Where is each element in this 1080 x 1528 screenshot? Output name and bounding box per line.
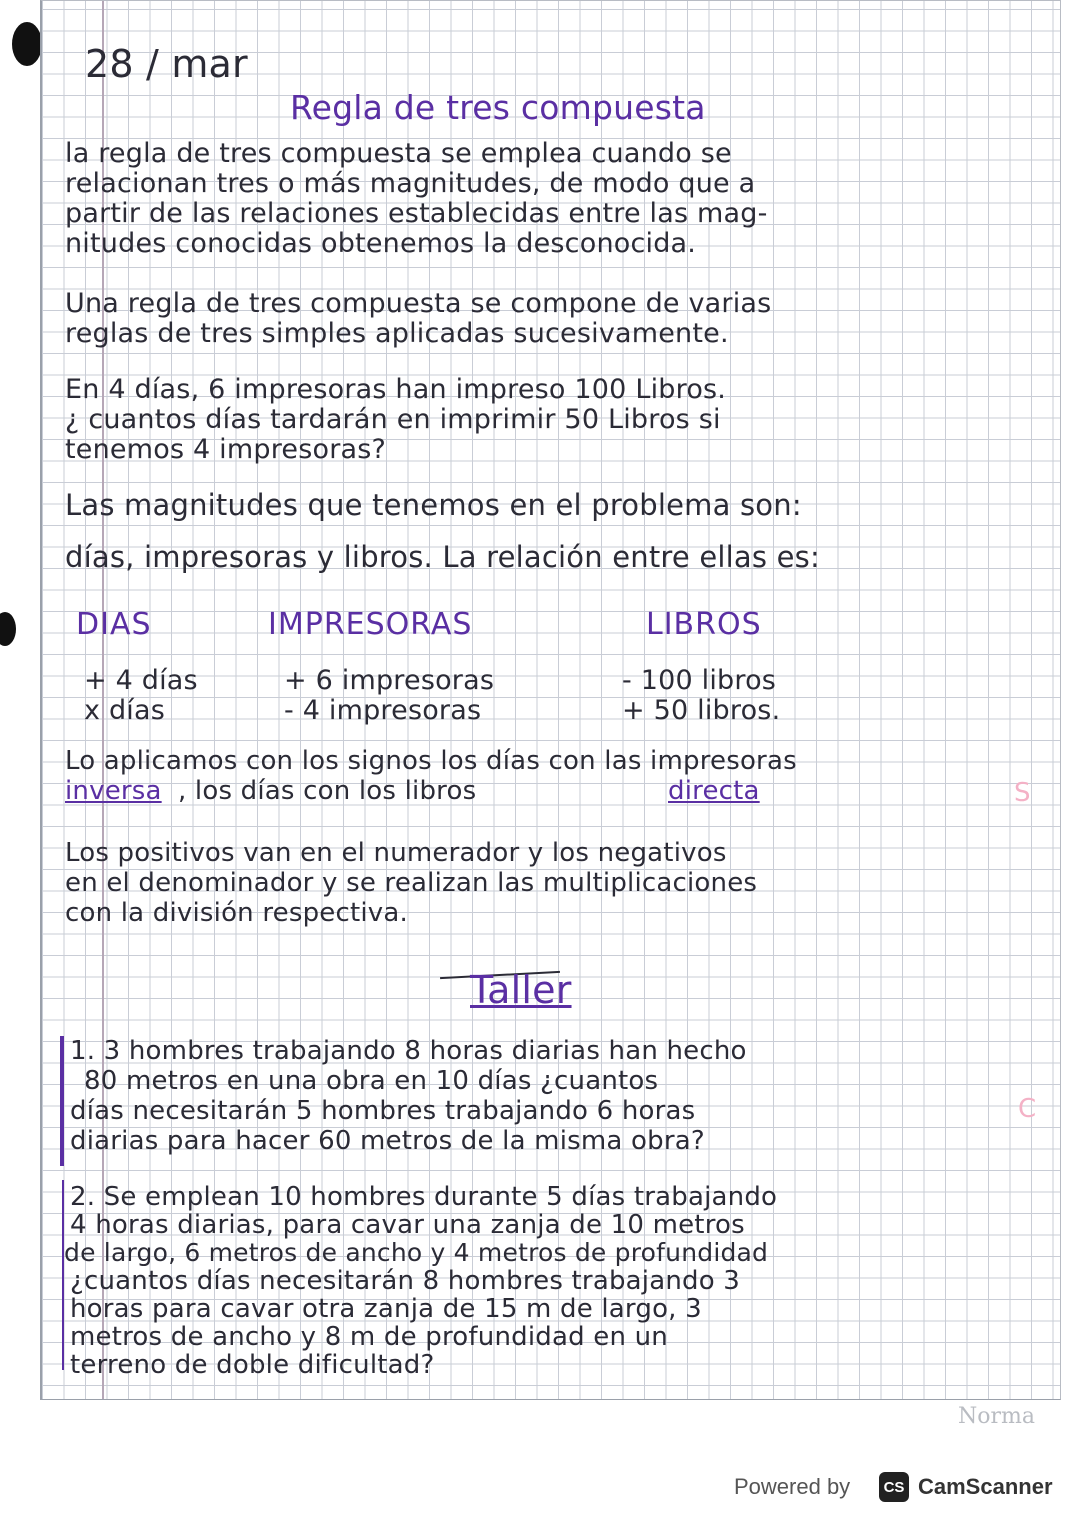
binder-hole-top [12, 22, 42, 66]
problem2-line-6: metros de ancho y 8 m de profundidad en un [70, 1322, 668, 1352]
intro-line-4: nitudes conocidas obtenemos la desconocida. [65, 228, 697, 259]
intro-line-3: partir de las relaciones establecidas entre las mag- [65, 198, 768, 229]
composition-line-2: reglas de tres simples aplicadas sucesivamente. [65, 318, 729, 349]
problem1-line-1: 1. 3 hombres trabajando 8 horas diarias han hecho [70, 1036, 747, 1066]
powered-by-label: Powered by [734, 1474, 851, 1499]
table-cell-r2-libros: + 50 libros. [622, 695, 781, 726]
table-cell-r1-impresoras: + 6 impresoras [284, 665, 495, 696]
example-line-2: ¿ cuantos días tardarán en imprimir 50 Libros si [65, 404, 721, 435]
problem2-line-2: 4 horas diarias, para cavar una zanja de 10 metros [70, 1210, 745, 1240]
camscanner-label: CamScanner [918, 1474, 1053, 1499]
pink-mark-2: C [1018, 1094, 1037, 1124]
camscanner-logo-icon: CS [879, 1472, 909, 1502]
rule-line-1: Los positivos van en el numerador y los negativos [65, 838, 727, 868]
table-cell-r1-libros: - 100 libros [622, 665, 777, 696]
rule-line-2: en el denominador y se realizan las multiplicaciones [65, 868, 758, 898]
problem1-line-4: diarias para hacer 60 metros de la misma obra? [70, 1126, 705, 1156]
problem1-marker [60, 1036, 64, 1166]
signs-inversa: inversa [65, 776, 162, 806]
problem2-line-4: ¿cuantos días necesitarán 8 hombres trabajando 3 [70, 1266, 741, 1296]
rule-line-3: con la división respectiva. [65, 898, 408, 928]
note-date: 28 / mar [85, 42, 248, 86]
problem1-line-2: 80 metros en una obra en 10 días ¿cuantos [84, 1066, 659, 1096]
problem2-line-1: 2. Se emplean 10 hombres durante 5 días trabajando [70, 1182, 778, 1212]
example-line-1: En 4 días, 6 impresoras han impreso 100 Libros. [65, 374, 727, 405]
problem2-line-3: de largo, 6 metros de ancho y 4 metros de profundidad [64, 1238, 769, 1267]
signs-directa: directa [668, 776, 760, 806]
taller-title: Taller [470, 968, 572, 1012]
magnitudes-line-2: días, impresoras y libros. La relación entre ellas es: [65, 540, 820, 574]
pink-mark: S [1014, 778, 1031, 808]
problem2-line-5: horas para cavar otra zanja de 15 m de largo, 3 [70, 1294, 702, 1324]
signs-line-1: Lo aplicamos con los signos los días con las impresoras [65, 746, 797, 776]
table-cell-r1-dias: + 4 días [84, 665, 198, 696]
problem2-line-7: terreno de doble dificultad? [70, 1350, 435, 1380]
composition-line-1: Una regla de tres compuesta se compone de varias [65, 288, 772, 319]
example-line-3: tenemos 4 impresoras? [65, 434, 387, 465]
problem2-marker [62, 1180, 64, 1370]
table-cell-r2-impresoras: - 4 impresoras [284, 695, 482, 726]
intro-line-1: la regla de tres compuesta se emplea cuando se [65, 138, 732, 169]
signs-middle: , los días con los libros [178, 776, 477, 806]
table-cell-r2-dias: x días [84, 695, 166, 726]
magnitudes-line-1: Las magnitudes que tenemos en el problema son: [65, 488, 802, 522]
norma-brand: Norma [958, 1404, 1035, 1429]
table-header-libros: LIBROS [646, 607, 762, 642]
note-title: Regla de tres compuesta [290, 88, 706, 127]
table-header-impresoras: IMPRESORAS [268, 607, 473, 642]
problem1-line-3: días necesitarán 5 hombres trabajando 6 horas [70, 1096, 696, 1126]
table-header-dias: DIAS [76, 607, 152, 642]
intro-line-2: relacionan tres o más magnitudes, de modo que a [65, 168, 756, 199]
binder-hole-middle [0, 612, 16, 646]
